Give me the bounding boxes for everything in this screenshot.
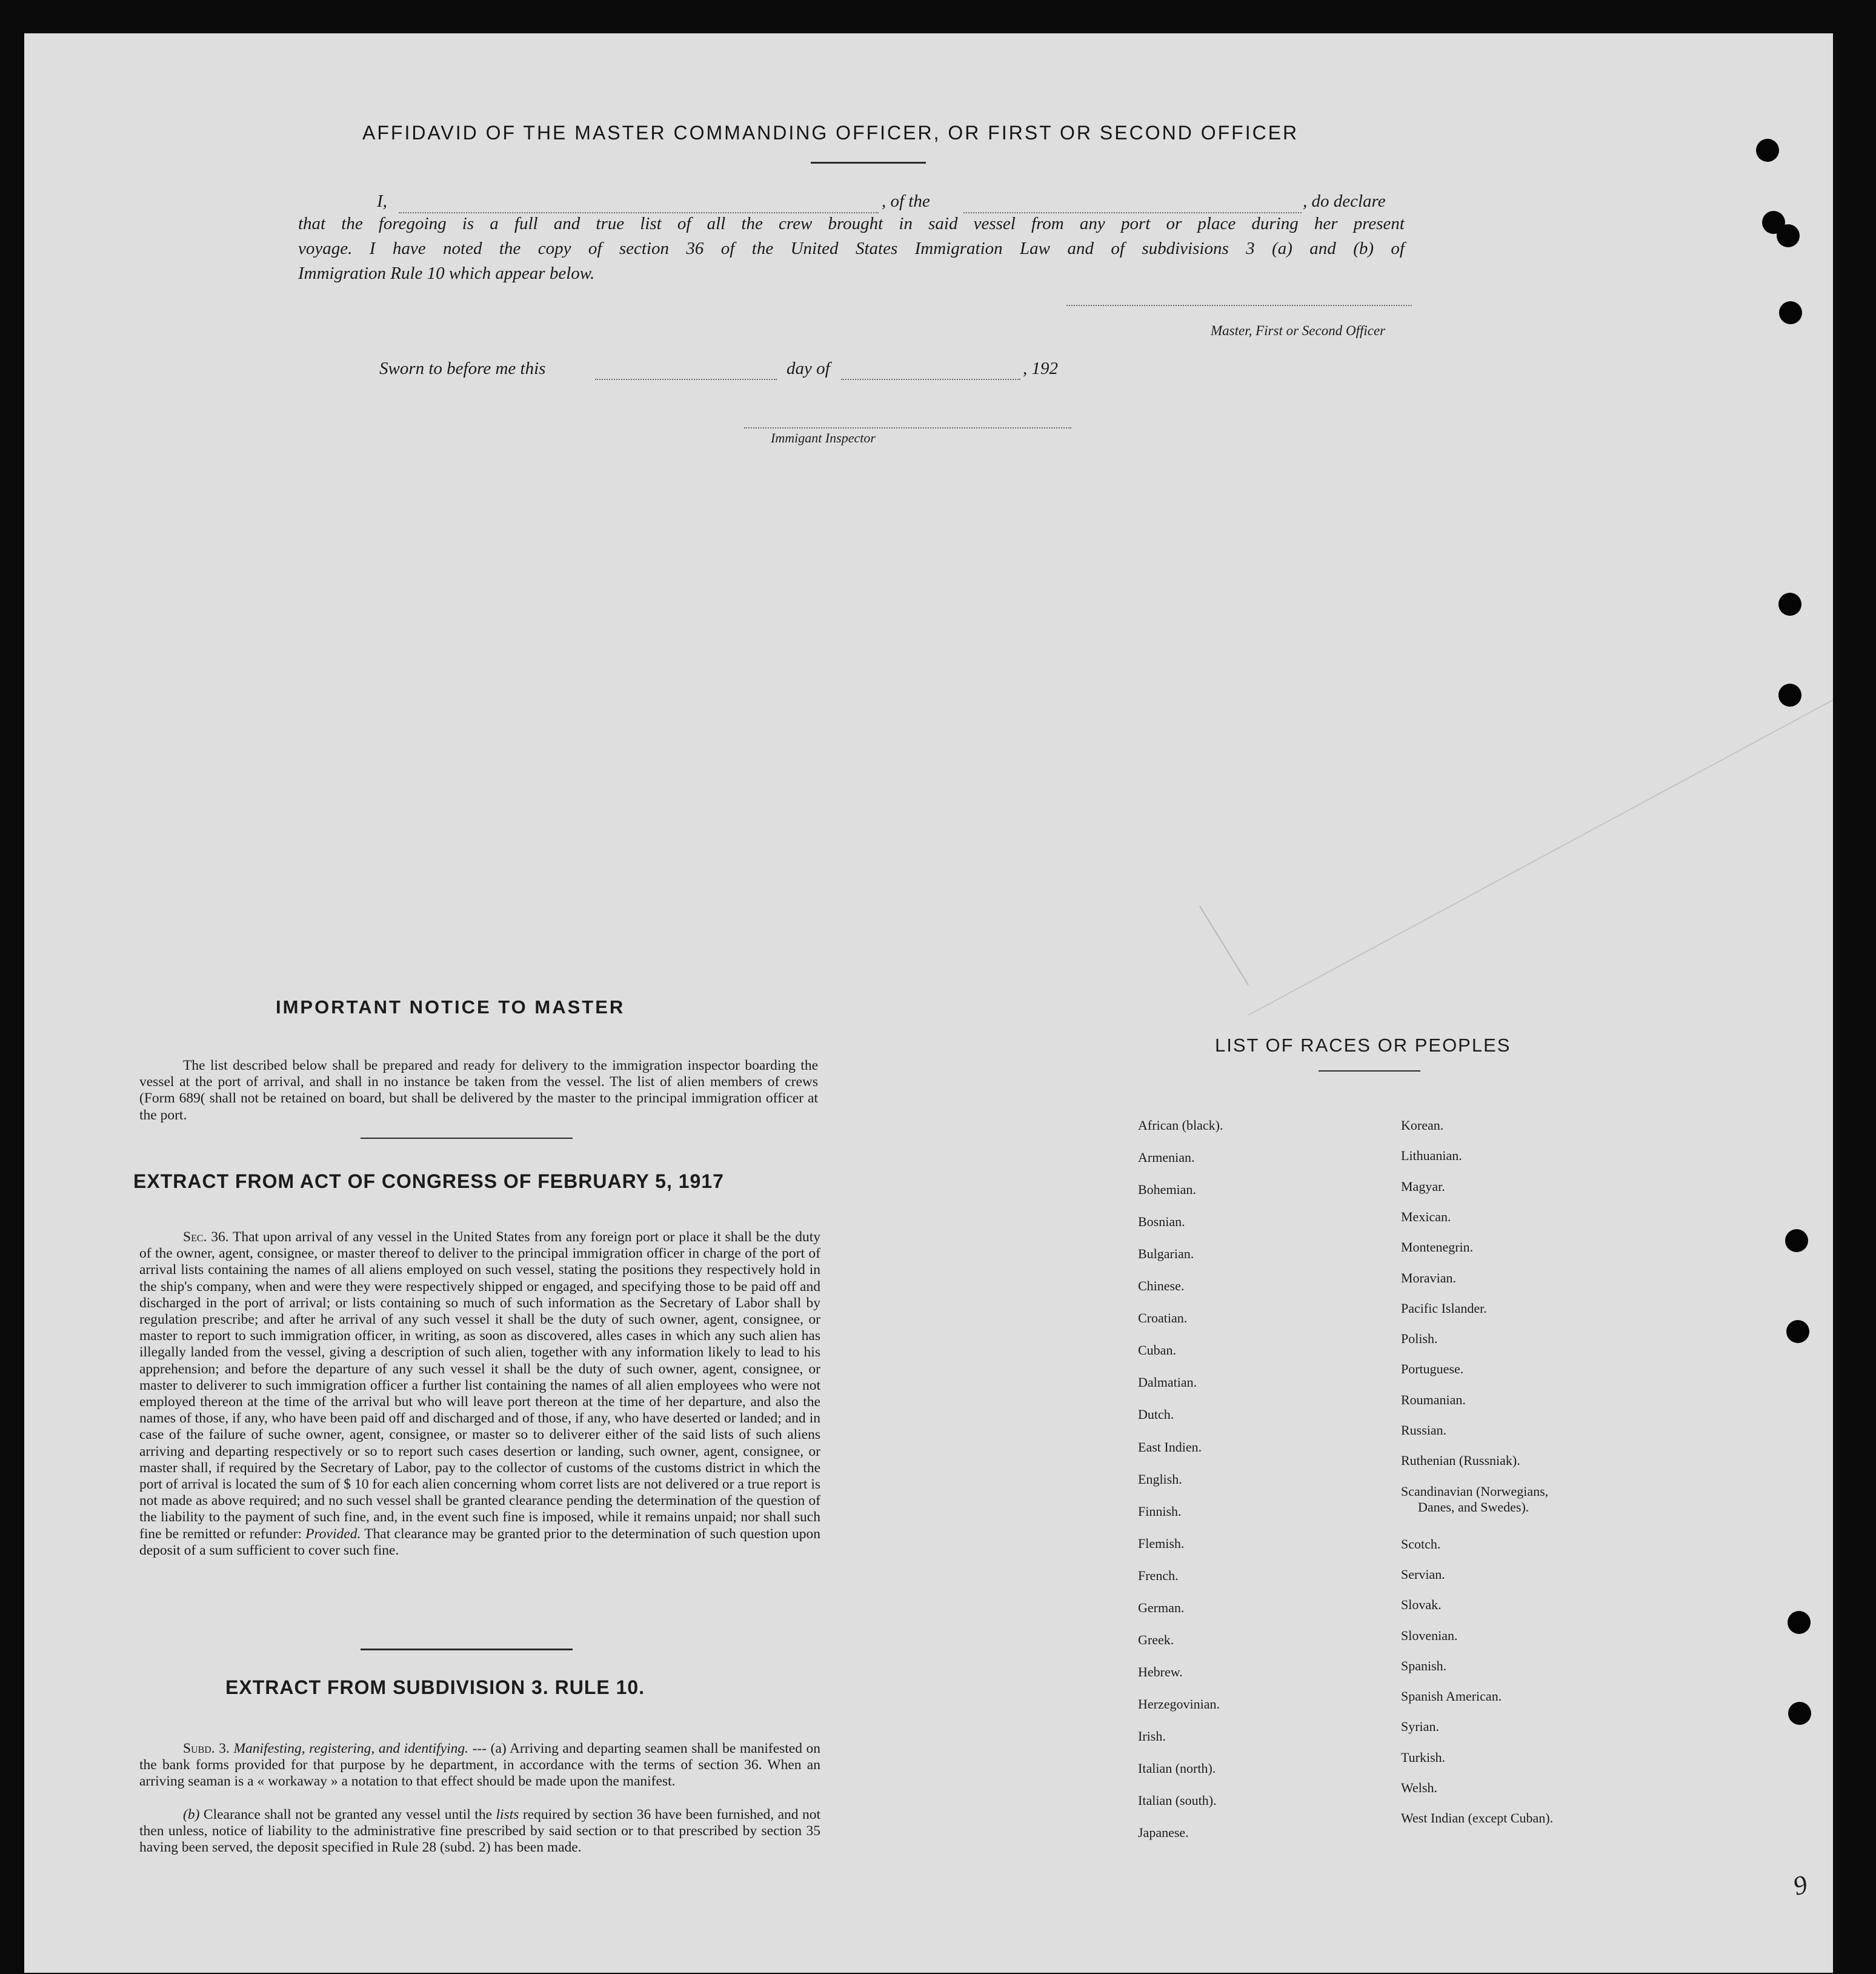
race-item: Korean. [1401,1118,1444,1133]
race-item: Spanish. [1401,1658,1447,1673]
race-item: Welsh. [1401,1780,1437,1795]
race-item: Danes, and Swedes). [1418,1499,1529,1515]
race-item: Bulgarian. [1138,1246,1194,1262]
affidavit-do-declare: , do declare [1303,192,1386,211]
rule-subd-label: Subd. 3. [183,1741,230,1756]
race-item: Chinese. [1138,1278,1185,1294]
race-item: Croatian. [1138,1310,1188,1326]
race-item: Pacific Islander. [1401,1300,1487,1316]
act-extract-title: EXTRACT FROM ACT OF CONGRESS OF FEBRUARY 5, 1917 [133,1170,724,1192]
rule-extract-para-b [139,1807,820,1856]
race-item: Finnish. [1138,1503,1182,1519]
punch-hole [1788,1611,1811,1634]
race-item: Spanish American. [1401,1689,1502,1704]
race-item: Armenian. [1138,1150,1195,1165]
race-item: German. [1138,1599,1185,1615]
sworn-day-line[interactable] [595,379,777,380]
race-item: Mexican. [1401,1209,1451,1224]
race-item: Japanese. [1138,1825,1189,1841]
master-signature-label: Master, First or Second Officer [1211,323,1386,338]
race-item: Irish. [1138,1728,1166,1744]
day-of-label: day of [787,359,830,378]
affidavit-title-underline [811,162,926,164]
race-item: Cuban. [1138,1342,1176,1358]
punch-hole [1786,1320,1809,1343]
race-item: Syrian. [1401,1719,1439,1735]
race-item: Slovak. [1401,1597,1442,1613]
affidavit-line-2: that the foregoing is a full and true list of all the crew brought in said vessel from any port or place during her present [298,214,1405,233]
race-item: West Indian (except Cuban). [1401,1810,1554,1826]
punch-hole [1788,1702,1811,1725]
race-item: Dalmatian. [1138,1375,1197,1390]
race-item: Turkish. [1401,1749,1446,1765]
act-extract-body [139,1229,820,1559]
rule-para-b-start: Clearance shall not be granted any vessel until the [203,1807,493,1822]
rule-extract-para-a [139,1741,820,1790]
rule-lists-word: lists [496,1807,519,1822]
affidavit-vessel-line[interactable] [963,212,1302,213]
race-item: Scotch. [1401,1536,1441,1552]
race-item: Bohemian. [1138,1182,1196,1198]
race-item: Flemish. [1138,1535,1185,1551]
race-item: Italian (south). [1138,1793,1217,1809]
race-item: African (black). [1138,1118,1223,1133]
rule-extract-title: EXTRACT FROM SUBDIVISION 3. RULE 10. [225,1676,645,1698]
race-item: Ruthenian (Russniak). [1401,1453,1520,1469]
act-body-text: That upon arrival of any vessel in the United States from any foreign port or place it shall be the duty of the owner, agent, consignee, or master thereof to deliver to the principal immigration officer in charge of the port of arrival lists containing the names of all aliens employed on such vessel, stating the positions they respectively hold in the ship's company, when and were they were respectively shipped or engaged, and specifying those to be paid off and discharged in the port of arrival; or lists containing so much of such information as the Secretary of Labor shall by regulation prescribe; and after he arrival of any such vessel it shall be the duty of such owner, agent, consignee, or master to report to such immigration officer, in writing, as soon as discovered, alles cases in which any such alien has illegally landed from the vessel, giving a description of such alien, together with any information likely to lead to his apprehension; and before the departure of any such vessel it shall be the duty of such owner, agent, consignee, or master to deliverer to such immigration officer a further list containing the names of all alien employees who were not employed thereon at the time of the arrival but who will leave port thereon at the time of her departure, and also the names of those, if any, who have been paid off and discharged and of those, if any, who have deserted or landed; and in case of the failure of suche owner, agent, consignee, or master so to deliverer either of the said lists of such aliens arriving and departing respectively or so to report such cases desertion or landing, such owner, agent, consignee, or master shall, if required by the Secretary of Labor, pay to the collector of customs of the customs district in which the port of arrival is located the sum of $ 10 for each alien concerning whom corret lists are not delivered or a true report is not made as above required; and no such vessel shall be granted clearance pending the determination of the question of the liability to the payment of such fine, and, in the event such fine is imposed, while it remains unpaid; nor shall such fine be remitted or refunder: [139,1229,821,1542]
race-item: English. [1138,1471,1182,1487]
punch-hole [1756,139,1779,162]
sworn-month-line[interactable] [841,379,1020,380]
race-item: Bosnian. [1138,1214,1185,1230]
punch-hole [1777,224,1800,247]
affidavit-name-line[interactable] [399,212,879,213]
paper-crease [1054,700,1833,1064]
act-provided-label: Provided. [305,1526,361,1542]
race-item: Magyar. [1401,1178,1445,1194]
race-item: Scandinavian (Norwegians, [1401,1483,1549,1499]
race-item: Moravian. [1401,1270,1457,1285]
affidavit-i-label: I, [377,192,387,211]
year-label: , 192 [1023,359,1058,378]
notice-body: The list described below shall be prepared and ready for delivery to the immigration inspector boarding the vessel at the port of arrival, and shall in no instance be taken from the vessel. The list of alien members of crews (Form 689( shall not be retained on board, but shall be delivered by the master to the principal immigration officer at the port. [139,1058,818,1123]
race-item: Polish. [1401,1331,1438,1347]
race-item: Slovenian. [1401,1627,1458,1643]
race-item: Italian (north). [1138,1761,1216,1776]
inspector-label: Immigant Inspector [771,430,876,445]
affidavit-line-3: voyage. I have noted the copy of section 36 of the United States Immigration Law and of subdivisions 3 (a) and (b) of [298,239,1405,258]
sworn-label: Sworn to before me this [379,359,546,378]
notice-divider [361,1138,573,1139]
punch-hole [1785,1229,1808,1252]
race-item: Hebrew. [1138,1664,1183,1679]
punch-hole [1778,593,1801,616]
page-number-mark: 9 [1790,1869,1811,1902]
act-divider [361,1649,573,1650]
inspector-signature-line[interactable] [744,427,1071,428]
document-page [24,33,1833,1973]
race-item: Russian. [1401,1422,1447,1438]
notice-title: IMPORTANT NOTICE TO MASTER [276,996,625,1018]
race-item: East Indien. [1138,1439,1202,1455]
race-item: Herzegovinian. [1138,1696,1220,1712]
race-item: Greek. [1138,1632,1174,1647]
affidavit-title: AFFIDAVID OF THE MASTER COMMANDING OFFICER, OR FIRST OR SECOND OFFICER [362,122,1299,144]
rule-para-b-end: required by section 36 have been furnished, and not then unless, notice of liability to the administrative fine prescribed by said section or to that prescribed by section 35 having been served, the deposit specified in Rule 28 (subd. 2) has been made. [139,1807,821,1856]
race-item: Servian. [1401,1566,1445,1582]
rule-para-a-text: --- (a) Arriving and departing seamen shall be manifested on the bank forms provided for that purpose by he department, in accordance with the terms of section 36. When an arriving seaman is a « workaway » a notation to that effect should be made upon the manifest. [139,1741,821,1790]
act-body-end: That clearance may be granted prior to the determination of such question upon deposit of a sum sufficient to cover such fine. [139,1526,821,1558]
race-item: Portuguese. [1401,1361,1464,1377]
races-title-underline [1319,1070,1420,1072]
race-item: French. [1138,1567,1179,1583]
race-item: Lithuanian. [1401,1148,1462,1164]
race-item: Montenegrin. [1401,1239,1474,1255]
rule-para-b-label: (b) [183,1807,200,1822]
affidavit-line-4: Immigration Rule 10 which appear below. [298,264,595,283]
punch-hole [1778,684,1801,707]
master-signature-line[interactable] [1066,305,1412,306]
race-item: Roumanian. [1401,1392,1466,1407]
rule-subd-heading: Manifesting, registering, and identifying. [233,1741,469,1756]
races-title: LIST OF RACES OR PEOPLES [1215,1035,1511,1056]
race-item: Dutch. [1138,1407,1174,1422]
punch-hole [1779,301,1802,324]
affidavit-of-the-label: , of the [882,192,930,211]
act-sec-label: Sec. 36. [183,1229,229,1245]
